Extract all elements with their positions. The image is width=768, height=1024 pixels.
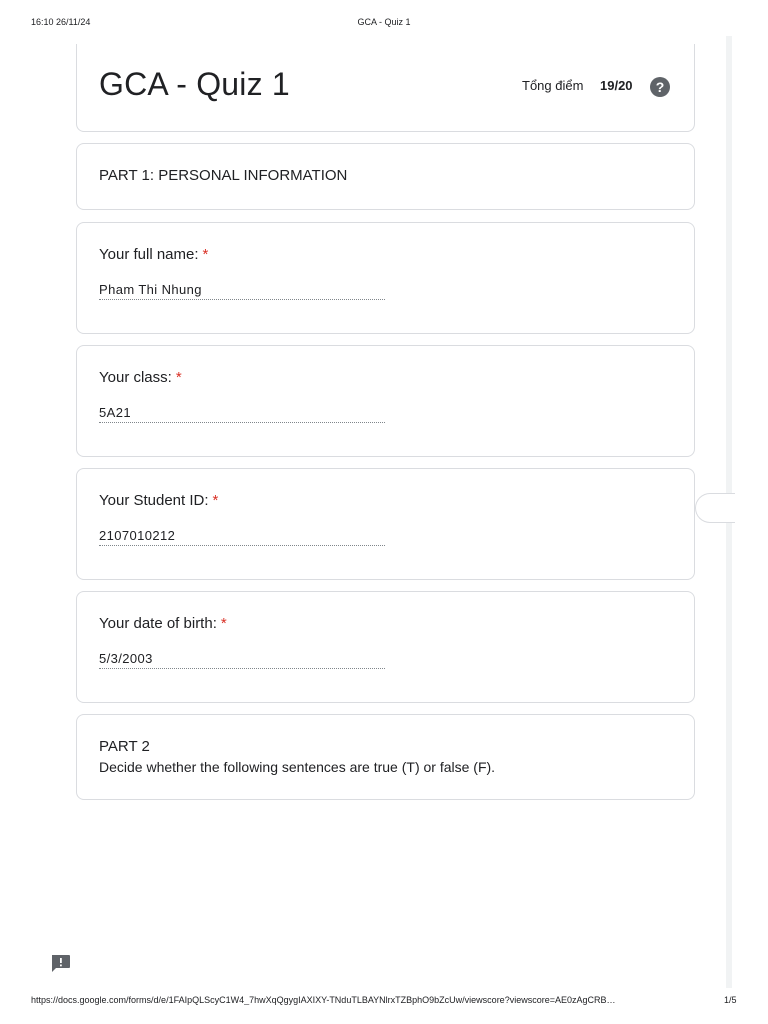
question-text: Your full name: (99, 246, 199, 263)
help-icon[interactable]: ? (650, 77, 670, 97)
print-title: GCA - Quiz 1 (357, 17, 411, 27)
question-label (99, 492, 218, 509)
question-card-student-id (76, 468, 695, 580)
question-text: Your date of birth: (99, 615, 217, 632)
question-card-class (76, 345, 695, 457)
score-label: Tổng điểm (522, 78, 584, 93)
required-mark: * (212, 492, 219, 509)
answer-field-date-of-birth: 5/3/2003 (99, 651, 385, 669)
print-header (0, 17, 768, 31)
question-card-date-of-birth (76, 591, 695, 703)
answer-field-full-name: Pham Thi Nhung (99, 282, 385, 300)
form-header-card (76, 44, 695, 132)
section-title: PART 1: PERSONAL INFORMATION (99, 167, 348, 184)
question-label (99, 369, 182, 386)
required-mark: * (202, 246, 209, 263)
question-text: Your Student ID: (99, 492, 209, 509)
answer-field-student-id: 2107010212 (99, 528, 385, 546)
footer-page-number: 1/5 (724, 995, 737, 1005)
side-panel-tab[interactable] (695, 493, 735, 523)
section-description: Decide whether the following sentences are true (T) or false (F). (99, 759, 496, 775)
print-datetime: 16:10 26/11/24 (31, 17, 91, 27)
part2-section-card (76, 714, 695, 800)
question-card-full-name (76, 222, 695, 334)
score-value: 19/20 (600, 78, 633, 93)
feedback-icon[interactable] (50, 954, 71, 973)
question-label (99, 615, 227, 632)
question-text: Your class: (99, 369, 172, 386)
question-label (99, 246, 208, 263)
answer-field-class: 5A21 (99, 405, 385, 423)
section-title: PART 2 (99, 738, 150, 755)
footer-url: https://docs.google.com/forms/d/e/1FAIpQLScyC1W4_7hwXqQgygIAXIXY-TNduTLBAYNlrxTZBphO9bZcUw/viewscore?viewscore=AE0zAgCRB… (31, 995, 616, 1005)
required-mark: * (175, 369, 182, 386)
required-mark: * (220, 615, 227, 632)
part1-section-card (76, 143, 695, 210)
form-title: GCA - Quiz 1 (99, 66, 290, 102)
